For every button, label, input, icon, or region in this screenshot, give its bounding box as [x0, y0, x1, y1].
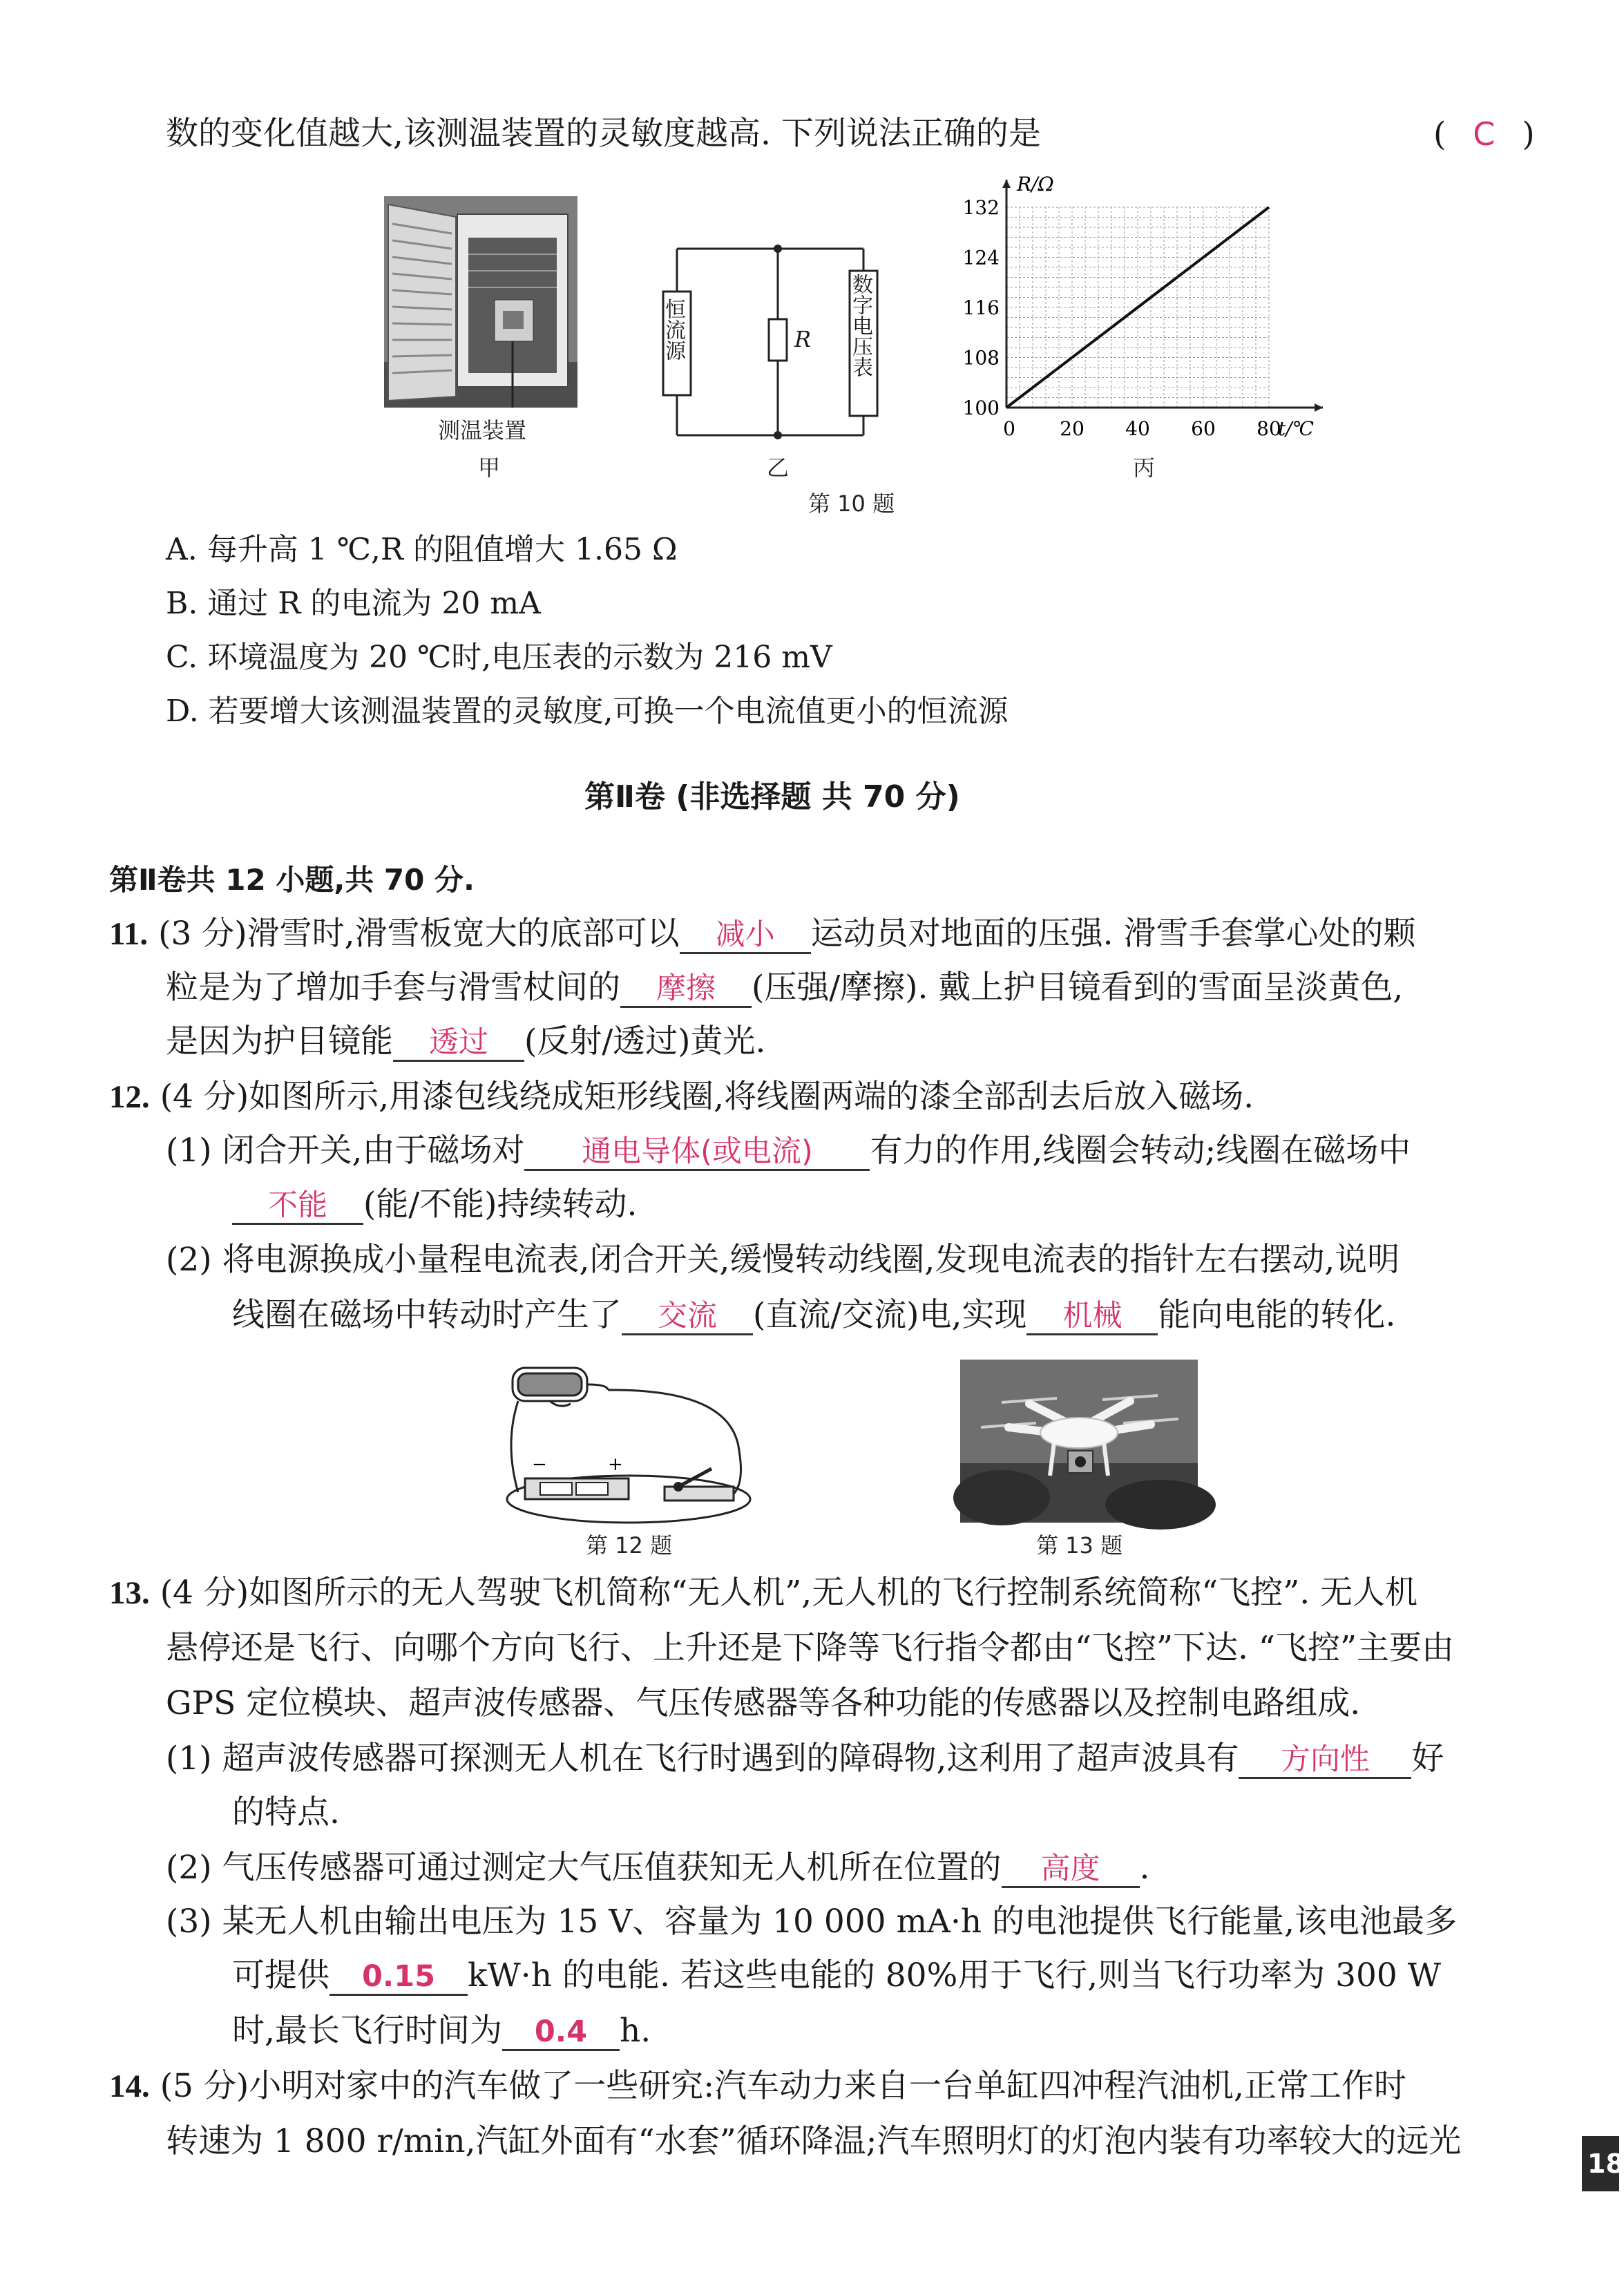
x-tick-label: 60	[1191, 417, 1216, 440]
q13-answer-1: 方向性	[1280, 1742, 1370, 1777]
circuit-resistor-label: R	[794, 326, 812, 352]
q13-line-3: GPS 定位模块、超声波传感器、气压传感器等各种功能的传感器以及控制电路组成.	[166, 1684, 1361, 1722]
battery-plus: +	[608, 1454, 623, 1475]
q13-part-1-line-1: (1) 超声波传感器可探测无人机在飞行时遇到的障碍物,这利用了超声波具有 方向性 好	[166, 1740, 1444, 1778]
q12-part-1-line-1: (1) 闭合开关,由于磁场对 通电导体(或电流) 有力的作用,线圈会转动;线圈在磁场中	[166, 1132, 1411, 1170]
q11-line-1: 11. (3 分)滑雪时,滑雪板宽大的底部可以 减小 运动员对地面的压强. 滑雪手套掌心处的颗	[109, 915, 1416, 953]
y-axis-label: R/Ω	[1017, 173, 1054, 196]
fig12-caption: 第 12 题	[586, 1532, 673, 1559]
battery-minus: −	[532, 1454, 547, 1475]
q14-line-1: 14. (5 分)小明对家中的汽车做了一些研究:汽车动力来自一台单缸四冲程汽油机,正常工作时	[109, 2067, 1406, 2105]
fig10-caption: 第 10 题	[808, 490, 895, 517]
r-vs-t-chart	[953, 169, 1340, 445]
circuit-source-label: 恒流源	[661, 298, 685, 361]
x-tick-label: 0	[1003, 417, 1015, 440]
q10-answer-bracket: ( C )	[1433, 115, 1535, 153]
q10-answer: C	[1473, 115, 1496, 153]
fig13-caption: 第 13 题	[1036, 1532, 1123, 1559]
q13-answer-3: 0.15	[361, 1959, 436, 1994]
resistor-r	[769, 319, 787, 361]
fig10-label-jia: 甲	[478, 455, 501, 481]
fig10-circuit	[656, 235, 884, 442]
page-number: 18	[1582, 2136, 1619, 2191]
q12-part-2-line-2: 线圈在磁场中转动时产生了 交流 (直流/交流)电,实现 机械 能向电能的转化.	[232, 1296, 1396, 1334]
section-intro: 第Ⅱ卷共 12 小题,共 70 分.	[109, 863, 475, 897]
q12-answer-1: 通电导体(或电流)	[582, 1134, 813, 1169]
q13-part-1-line-2: 的特点.	[232, 1793, 340, 1831]
x-tick-label: 80	[1257, 417, 1281, 440]
q10-stem-tail: 数的变化值越大,该测温装置的灵敏度越高. 下列说法正确的是	[166, 115, 1041, 153]
q14-number: 14.	[109, 2068, 150, 2104]
q10-option-c: C. 环境温度为 20 ℃时,电压表的示数为 216 mV	[166, 640, 832, 675]
thermo-box-photo	[384, 196, 577, 408]
q10-option-a: A. 每升高 1 ℃,R 的阻值增大 1.65 Ω	[166, 532, 678, 567]
drone-photo	[960, 1360, 1198, 1523]
fig10-graph	[953, 169, 1340, 445]
x-tick-label: 20	[1060, 417, 1085, 440]
q12-stem: 12. (4 分)如图所示,用漆包线绕成矩形线圈,将线圈两端的漆全部刮去后放入磁场.	[109, 1078, 1254, 1116]
q10-option-d: D. 若要增大该测温装置的灵敏度,可换一个电流值更小的恒流源	[166, 694, 1009, 729]
q13-number: 13.	[109, 1575, 150, 1611]
q12-part-2-line-1: (2) 将电源换成小量程电流表,闭合开关,缓慢转动线圈,发现电流表的指针左右摆动,说明	[166, 1241, 1400, 1279]
y-tick-label: 116	[962, 296, 1000, 319]
y-tick-label: 100	[962, 397, 1000, 419]
q11-line-2: 粒是为了增加手套与滑雪杖间的 摩擦 (压强/摩擦). 戴上护目镜看到的雪面呈淡黄色,	[166, 969, 1404, 1007]
fig10-label-yi: 乙	[767, 455, 790, 481]
y-tick-label: 132	[962, 196, 1000, 219]
fig12	[504, 1361, 760, 1527]
circuit-meter-label: 数字电压表	[848, 274, 872, 377]
q11-answer-3: 透过	[429, 1025, 488, 1060]
q12-answer-3: 交流	[658, 1299, 717, 1333]
y-tick-label: 124	[962, 246, 1000, 269]
fig10-label-bing: 丙	[1133, 455, 1156, 481]
q11-answer-1: 减小	[715, 917, 775, 952]
q12-answer-2: 不能	[268, 1188, 327, 1223]
q13-part-3-line-1: (3) 某无人机由输出电压为 15 V、容量为 10 000 mA·h 的电池提供飞行能量,该电池最多	[166, 1903, 1458, 1941]
q12-number: 12.	[109, 1079, 150, 1115]
q10-option-b: B. 通过 R 的电流为 20 mA	[166, 586, 541, 621]
q12-answer-4: 机械	[1062, 1299, 1123, 1333]
y-tick-label: 108	[962, 346, 1000, 370]
x-axis-label: t/℃	[1278, 417, 1315, 440]
q13-part-3-line-3: 时,最长飞行时间为 0.4 h.	[232, 2012, 651, 2050]
fig10-photo-label: 测温装置	[438, 417, 527, 444]
q11-number: 11.	[109, 916, 149, 952]
q13-part-3-line-2: 可提供 0.15 kW·h 的电能. 若这些电能的 80%用于飞行,则当飞行功率为 300 W	[232, 1956, 1442, 1994]
q12-part-1-line-2: 不能 (能/不能)持续转动.	[232, 1184, 637, 1226]
q11-line-3: 是因为护目镜能 透过 (反射/透过)黄光.	[166, 1022, 766, 1060]
q13-part-2: (2) 气压传感器可通过测定大气压值获知无人机所在位置的 高度 .	[166, 1849, 1150, 1887]
q14-line-2: 转速为 1 800 r/min,汽缸外面有“水套”循环降温;汽车照明灯的灯泡内装有功率较大的远光	[166, 2122, 1462, 2160]
fig10-photo	[384, 196, 577, 408]
fig13-photo	[960, 1360, 1198, 1523]
q13-answer-4: 0.4	[534, 2014, 588, 2049]
section-title: 第Ⅱ卷 (非选择题 共 70 分)	[584, 779, 960, 815]
q13-line-2: 悬停还是飞行、向哪个方向飞行、上升还是下降等飞行指令都由“飞控”下达. “飞控”主要由	[166, 1629, 1454, 1667]
q13-answer-2: 高度	[1040, 1851, 1100, 1886]
q11-answer-2: 摩擦	[656, 971, 716, 1006]
x-tick-label: 40	[1125, 417, 1150, 440]
coil-motor-diagram	[504, 1361, 760, 1527]
q13-line-1: 13. (4 分)如图所示的无人驾驶飞机简称“无人机”,无人机的飞行控制系统简称“飞控”. 无人机	[109, 1574, 1418, 1612]
